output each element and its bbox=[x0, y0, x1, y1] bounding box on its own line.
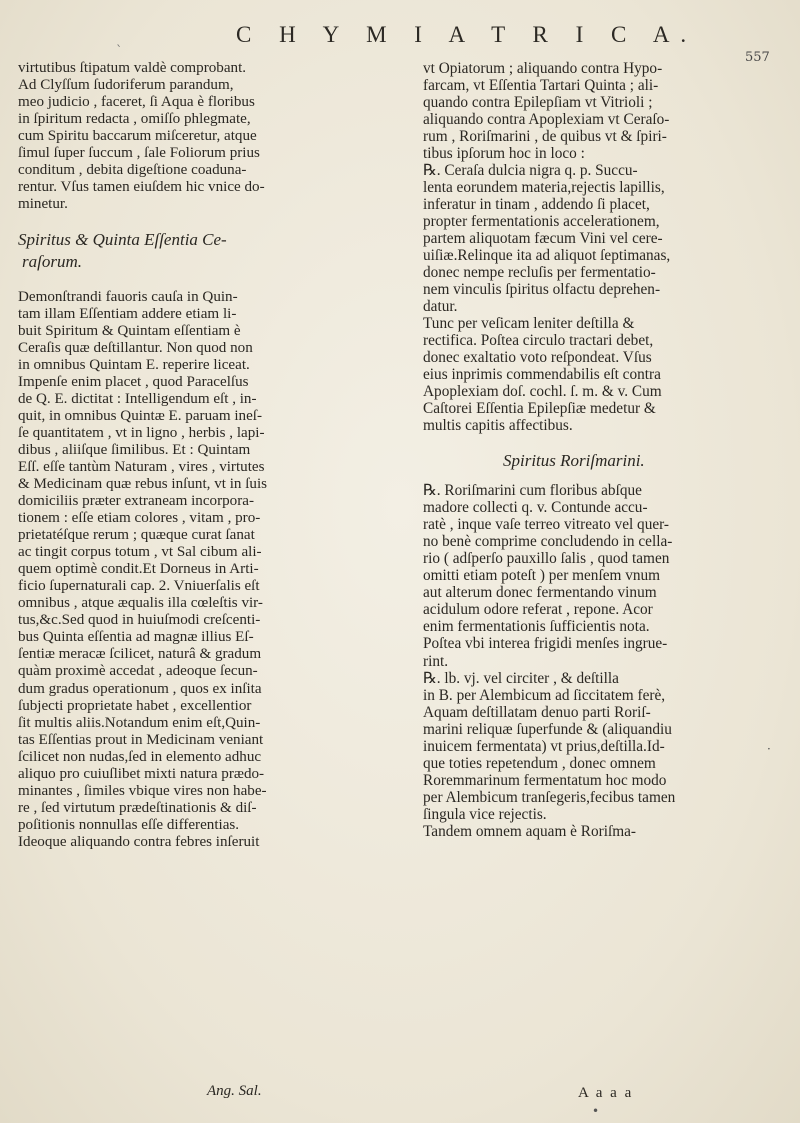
text-line: ſentiæ meracæ ſcilicet, naturâ & gradum bbox=[18, 646, 262, 663]
text-line: Tandem omnem aquam è Roriſma- bbox=[423, 822, 637, 840]
left-paragraph-quinta-essentia bbox=[18, 289, 358, 851]
text-line: Eſſ. eſſe tantùm Naturam , vires , virtutes bbox=[18, 459, 265, 476]
section-heading-rorismarini: Spiritus Roriſmarini. bbox=[503, 451, 645, 471]
text-line: Demonſtrandi fauoris cauſa in Quin- bbox=[18, 289, 238, 306]
text-line: ℞. lb. vj. vel circiter , & deſtilla bbox=[423, 669, 619, 687]
text-line: rum , Roriſmarini , de quibus vt & ſpiri- bbox=[423, 128, 667, 146]
text-line: Tunc per veſicam leniter deſtilla & bbox=[423, 315, 635, 333]
text-line: rectifica. Poſtea circulo tractari debet, bbox=[423, 332, 654, 350]
text-line: Impenſe enim placet , quod Paracelſus bbox=[18, 374, 249, 391]
text-line: ſimul ſuper ſuccum , ſale Foliorum prius bbox=[18, 145, 260, 162]
signature-mark: A a a a bbox=[578, 1085, 634, 1101]
ink-speck: • bbox=[592, 1104, 600, 1118]
text-line: ratè , inque vaſe terreo vitreato vel quer- bbox=[423, 516, 670, 534]
text-line: tas Eſſentias prout in Medicinam veniant bbox=[18, 731, 264, 748]
text-line: tionem : eſſe etiam colores , vitam , pro- bbox=[18, 510, 261, 527]
text-line: prietatéſque rerum ; quæque curat ſanat bbox=[18, 527, 255, 544]
text-line: meo judicio , faceret, ſi Aqua è floribus bbox=[18, 94, 255, 111]
text-line: ℞. Roriſmarini cum floribus abſque bbox=[423, 482, 642, 500]
text-line: poſitionis nonnullas eſſe differentias. bbox=[18, 816, 240, 833]
text-line: conditum , debita digeſtione coaduna- bbox=[18, 162, 247, 179]
text-line: in B. per Alembicum ad ſiccitatem ferè, bbox=[423, 686, 666, 704]
running-head-title: C H Y M I A T R I C A. bbox=[236, 22, 698, 47]
section-heading-rorismarini-wrap bbox=[423, 450, 788, 472]
text-line: minetur. bbox=[18, 196, 68, 213]
text-line: Caſtorei Eſſentia Epilepſiæ medetur & bbox=[423, 400, 656, 418]
text-line: tam illam Eſſentiam addere etiam li- bbox=[18, 306, 237, 323]
text-line: Apoplexiam doſ. cochl. ſ. m. & v. Cum bbox=[423, 383, 662, 401]
text-line: quàm proximè accedat , adeoque ſecun- bbox=[18, 663, 258, 680]
text-line: tibus ipſorum hoc in loco : bbox=[423, 145, 585, 163]
text-line: quit, in omnibus Quintæ E. paruam ineſ- bbox=[18, 408, 262, 425]
text-line: donec nempe recluſis per fermentatio- bbox=[423, 264, 656, 282]
text-line: ac tingit corpus totum , vt Sal cibum ali- bbox=[18, 544, 262, 561]
text-line: multis capitis affectibus. bbox=[423, 417, 573, 435]
text-line: in ſpiritum redacta , omiſſo phlegmate, bbox=[18, 111, 251, 128]
text-line: no benè comprime concludendo in cella- bbox=[423, 533, 673, 551]
text-line: quando contra Epilepſiam vt Vitrioli ; bbox=[423, 94, 653, 112]
text-line: inferatur in tinam , addendo ſi placet, bbox=[423, 196, 650, 214]
left-column bbox=[18, 60, 358, 1100]
text-line: omnibus , atque æqualis illa cœleſtis vir- bbox=[18, 595, 263, 612]
text-line: cum Spiritu baccarum miſceretur, atque bbox=[18, 128, 257, 145]
text-line: datur. bbox=[423, 298, 458, 316]
text-line: dibus , aliiſque ſimilibus. Et : Quintam bbox=[18, 442, 251, 459]
text-line: per Alembicum tranſegeris,fecibus tamen bbox=[423, 788, 676, 806]
text-line: lenta eorundem materia,rejectis lapillis, bbox=[423, 179, 665, 197]
heading-line: raſorum. bbox=[22, 252, 82, 272]
text-line: vt Opiatorum ; aliquando contra Hypo- bbox=[423, 60, 663, 77]
running-head bbox=[0, 22, 800, 65]
text-line: quem optimè condit.Et Dorneus in Arti- bbox=[18, 561, 259, 578]
text-line: acidulum odore referat , repone. Acor bbox=[423, 601, 653, 619]
text-line: bus Quinta eſſentia ad magnæ illius Eſ- bbox=[18, 629, 254, 646]
text-line: nem vinculis ſpiritus olfactu deprehen- bbox=[423, 281, 661, 299]
text-line: tus,&c.Sed quod in huiuſmodi creſcenti- bbox=[18, 612, 261, 629]
text-line: de Q. E. dictitat : Intelligendum eſt , in- bbox=[18, 391, 257, 408]
text-line: inuicem fermentata) vt prius,deſtilla.Id- bbox=[423, 737, 665, 755]
text-line: ſcilicet non nudas,ſed in elemento adhuc bbox=[18, 748, 262, 765]
text-line: aliquo pro cuiuſlibet mixti natura prædo- bbox=[18, 765, 265, 782]
text-line: Ad Clyſſum ſudoriferum parandum, bbox=[18, 77, 234, 94]
text-line: ſit multis aliis.Notandum enim eſt,Quin- bbox=[18, 714, 261, 731]
running-head-mark: ` bbox=[116, 44, 123, 59]
text-line: uiſiæ.Relinque ita ad aliquot ſeptimanas, bbox=[423, 247, 671, 265]
text-line: farcam, vt Eſſentia Tartari Quinta ; ali- bbox=[423, 77, 659, 95]
left-paragraph-clyster bbox=[18, 60, 358, 213]
text-line: Roremmarinum fermentatum hoc modo bbox=[423, 771, 667, 789]
text-line: marini reliquæ ſuperfunde & (aliquandiu bbox=[423, 720, 672, 738]
text-line: ſubjecti proprietate habet , excellentior bbox=[18, 697, 252, 714]
text-line: rentur. Vſus tamen eiuſdem hic vnice do- bbox=[18, 179, 265, 196]
text-line: dum gradus operationum , quos ex inſita bbox=[18, 680, 262, 697]
right-paragraph-cerasorum-recipe bbox=[423, 60, 788, 434]
text-line: domiciliis præter extraneam incorpora- bbox=[18, 493, 254, 510]
right-column bbox=[423, 60, 788, 1100]
text-line: minantes , ſimiles vbique vires non habe- bbox=[18, 782, 267, 799]
text-line: madore collecti q. v. Contunde accu- bbox=[423, 499, 648, 517]
text-line: aut alterum donec fermentando vinum bbox=[423, 584, 657, 602]
text-line: ficio ſupernaturali cap. 2. Vniuerſalis eſt bbox=[18, 578, 260, 595]
text-line: que toties repetendum , donec omnem bbox=[423, 754, 656, 772]
ink-speck: · bbox=[767, 742, 771, 756]
text-line: aliquando contra Apoplexiam vt Ceraſo- bbox=[423, 111, 670, 129]
text-line: Ideoque aliquando contra febres inſeruit bbox=[18, 833, 260, 850]
text-line: rint. bbox=[423, 652, 449, 670]
text-line: donec exaltatio voto reſpondeat. Vſus bbox=[423, 349, 652, 367]
text-line: Aquam deſtillatam denuo parti Roriſ- bbox=[423, 703, 651, 721]
text-line: eius inprimis commendabilis eſt contra bbox=[423, 366, 661, 384]
text-line: omitti etiam poteſt ) per menſem vnum bbox=[423, 567, 661, 585]
text-line: buit Spiritum & Quintam eſſentiam è bbox=[18, 323, 241, 340]
text-line: re , ſed virtutum prædeſtinationis & diſ- bbox=[18, 799, 257, 816]
text-line: ſingula vice rejectis. bbox=[423, 805, 547, 823]
heading-line: Spiritus & Quinta Eſſentia Ce- bbox=[18, 230, 227, 250]
text-line: Ceraſis quæ deſtillantur. Non quod non bbox=[18, 340, 253, 357]
text-line: Poſtea vbi interea frigidi menſes ingrue- bbox=[423, 635, 668, 653]
text-line: virtutibus ſtipatum valdè comprobant. bbox=[18, 60, 247, 76]
text-line: partem aliquotam fæcum Vini vel cere- bbox=[423, 230, 663, 248]
text-line: in omnibus Quintam E. reperire liceat. bbox=[18, 357, 250, 374]
text-line: rio ( adſperſo pauxillo ſalis , quod tamen bbox=[423, 550, 670, 568]
text-line: ſe quantitatem , vt in ligno , herbis , lapi- bbox=[18, 425, 265, 442]
text-line: & Medicinam quæ rebus inſunt, vt in ſuis bbox=[18, 476, 268, 493]
text-line: propter fermentationis accelerationem, bbox=[423, 213, 660, 231]
right-paragraph-rorismarini-recipe bbox=[423, 482, 788, 839]
page-number: 557 bbox=[745, 50, 770, 65]
catchword: Ang. Sal. bbox=[207, 1083, 262, 1099]
text-line: ℞. Ceraſa dulcia nigra q. p. Succu- bbox=[423, 162, 638, 180]
text-line: enim fermentationis ſufficientis nota. bbox=[423, 618, 650, 636]
section-heading-cerasorum bbox=[18, 229, 358, 273]
